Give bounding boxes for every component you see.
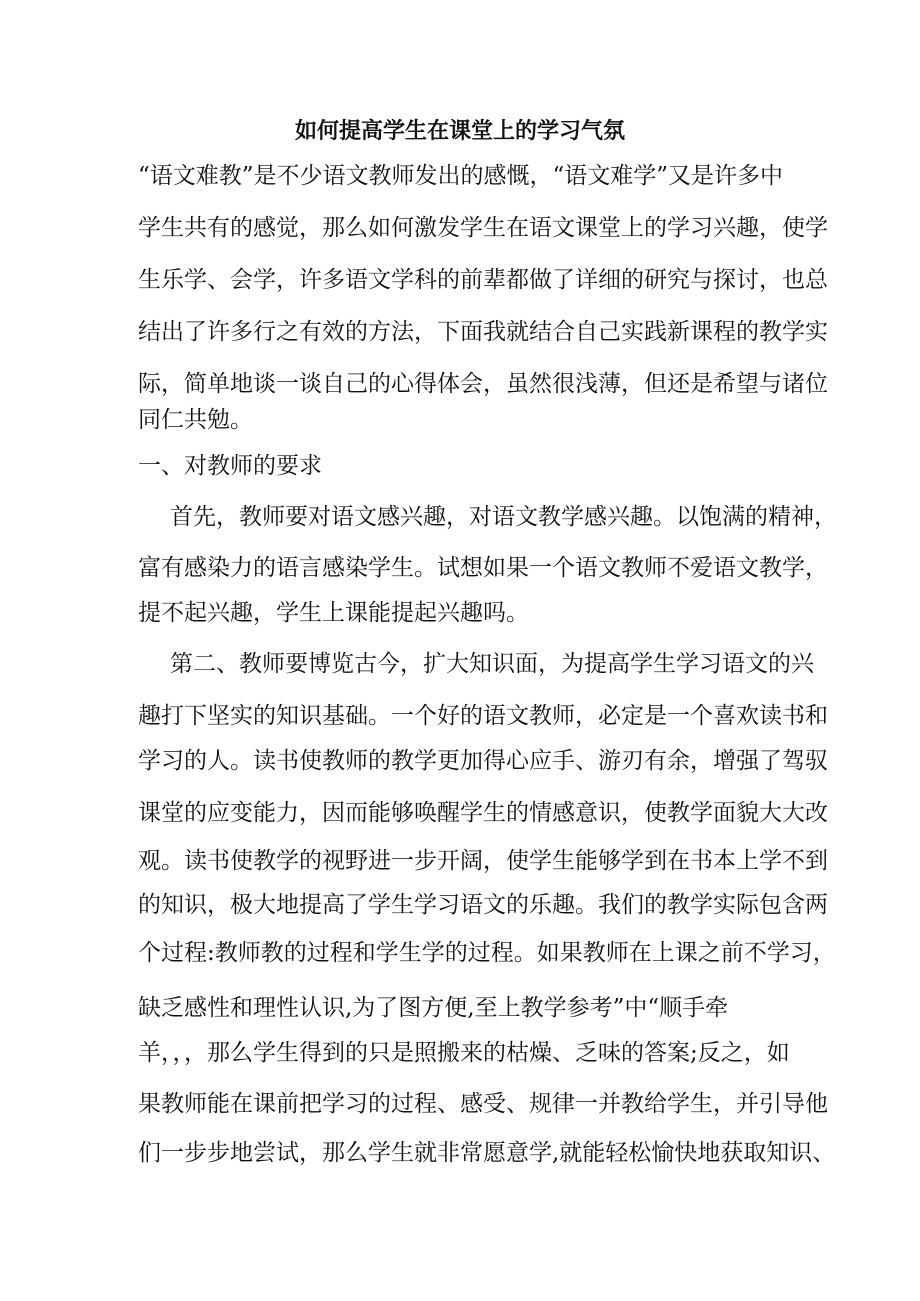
paragraph-line: 同仁共勉。 bbox=[138, 407, 253, 433]
paragraph-line: 提不起兴趣，学生上课能提起兴趣吗。 bbox=[138, 600, 529, 626]
document-title: 如何提高学生在课堂上的学习气氛 bbox=[294, 118, 625, 144]
paragraph-line: 首先，教师要对语文感兴趣，对语文教学感兴趣。以饱满的精神， bbox=[170, 504, 837, 530]
paragraph-line: 的知识，极大地提高了学生学习语文的乐趣。我们的教学实际包含两 bbox=[138, 892, 828, 918]
paragraph-line: 观。读书使教学的视野进一步开阔，使学生能够学到在书本上学不到 bbox=[138, 848, 828, 874]
paragraph-line: 际，简单地谈一谈自己的心得体会，虽然很浅薄，但还是希望与诸位 bbox=[138, 371, 828, 397]
paragraph-line: 生乐学、会学，许多语文学科的前辈都做了详细的研究与探讨，也总 bbox=[138, 267, 828, 293]
paragraph-line: 学习的人。读书使教师的教学更加得心应手、游刃有余，增强了驾驭 bbox=[138, 748, 828, 774]
paragraph-line: 个过程:教师教的过程和学生学的过程。如果教师在上课之前不学习， bbox=[138, 940, 836, 966]
paragraph-line: “语文难教”是不少语文教师发出的感慨，“语文难学”又是许多中 bbox=[138, 163, 784, 189]
paragraph-line: 羊，，，那么学生得到的只是照搬来的枯燥、乏味的答案;反之，如 bbox=[138, 1040, 790, 1066]
paragraph-line: 学生共有的感觉，那么如何激发学生在语文课堂上的学习兴趣，使学 bbox=[138, 215, 828, 241]
paragraph-line: 第二、教师要博览古今，扩大知识面，为提高学生学习语文的兴 bbox=[170, 651, 814, 677]
section-heading: 一、对教师的要求 bbox=[138, 453, 322, 479]
paragraph-line: 结出了许多行之有效的方法，下面我就结合自己实践新课程的教学实 bbox=[138, 319, 828, 345]
paragraph-line: 趣打下坚实的知识基础。一个好的语文教师，必定是一个喜欢读书和 bbox=[138, 703, 828, 729]
paragraph-line: 课堂的应变能力，因而能够唤醒学生的情感意识，使教学面貌大大改 bbox=[138, 800, 828, 826]
paragraph-line: 果教师能在课前把学习的过程、感受、规律一并教给学生，并引导他 bbox=[138, 1091, 828, 1117]
paragraph-line: 富有感染力的语言感染学生。试想如果一个语文教师不爱语文教学， bbox=[138, 555, 828, 581]
paragraph-line: 们一步步地尝试，那么学生就非常愿意学,就能轻松愉快地获取知识、 bbox=[138, 1140, 836, 1166]
paragraph-line: 缺乏感性和理性认识,为了图方便,至上教学参考”中“顺手牵 bbox=[138, 995, 729, 1021]
